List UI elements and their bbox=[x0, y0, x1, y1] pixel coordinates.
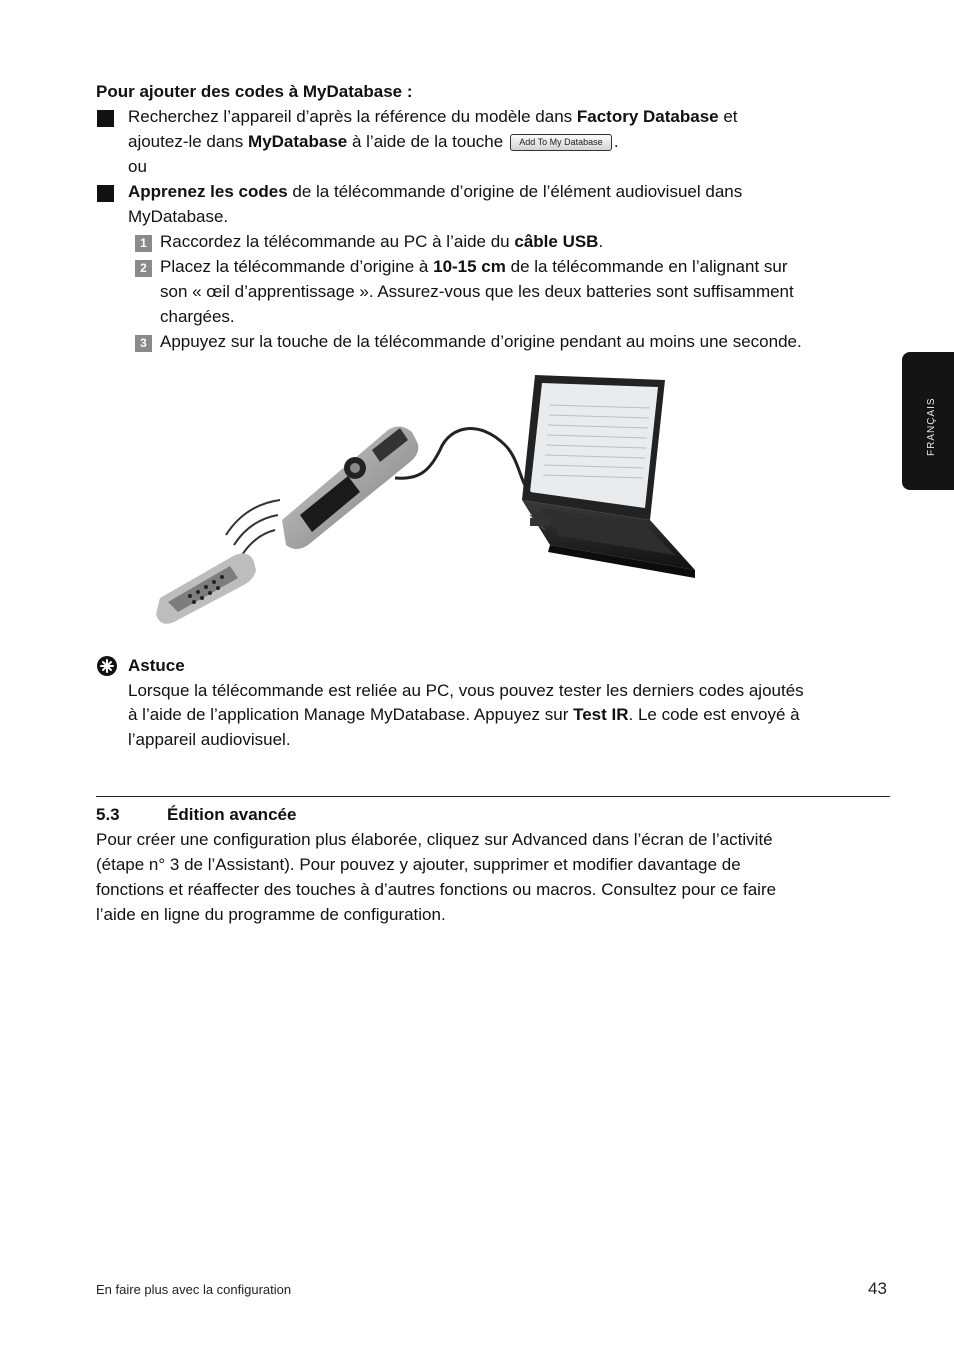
add-to-mydatabase-button-image: Add To My Database bbox=[510, 134, 612, 151]
step2-line2: son « œil d’apprentissage ». Assurez-vous que les deux batteries sont suffisamment bbox=[160, 282, 794, 301]
universal-remote-illustration bbox=[282, 426, 418, 549]
step-number-badge: 1 bbox=[135, 235, 152, 252]
tip-icon bbox=[96, 655, 118, 677]
section-body-line: (étape n° 3 de l’Assistant). Pour pouvez y ajouter, supprimer et modifier davantage de bbox=[96, 855, 741, 874]
step2-line1: Placez la télécommande d’origine à 10-15 cm de la télécommande en l’alignant sur bbox=[160, 257, 788, 276]
learning-illustration bbox=[150, 350, 710, 630]
original-remote-illustration bbox=[156, 554, 256, 624]
section-title: Édition avancée bbox=[167, 805, 297, 824]
bullet1-line2: ajoutez-le dans MyDatabase à l’aide de la touche Add To My Database . bbox=[128, 132, 619, 151]
bullet-square bbox=[97, 110, 114, 127]
step3-text: Appuyez sur la touche de la télécommande d’origine pendant au moins une seconde. bbox=[160, 332, 802, 351]
bullet-square bbox=[97, 185, 114, 202]
language-side-tab bbox=[902, 352, 954, 490]
ir-waves bbox=[226, 500, 280, 555]
language-label: FRANÇAIS bbox=[926, 397, 937, 456]
tip-line1: Lorsque la télécommande est reliée au PC, vous pouvez tester les derniers codes ajoutés bbox=[128, 681, 804, 700]
tip-line3: l’appareil audiovisuel. bbox=[128, 730, 291, 749]
section-body-line: Pour créer une configuration plus élaborée, cliquez sur Advanced dans l’écran de l’activité bbox=[96, 830, 773, 849]
tip-line2: à l’aide de l’application Manage MyDatabase. Appuyez sur Test IR. Le code est envoyé à bbox=[128, 705, 800, 724]
bullet2-line1: Apprenez les codes de la télécommande d’origine de l’élément audiovisuel dans bbox=[128, 182, 743, 201]
section-heading: Pour ajouter des codes à MyDatabase : bbox=[96, 82, 413, 101]
section-body-line: l’aide en ligne du programme de configuration. bbox=[96, 905, 446, 924]
section-number: 5.3 bbox=[96, 805, 120, 824]
bullet1-line1: Recherchez l’appareil d’après la référence du modèle dans Factory Database et bbox=[128, 107, 738, 126]
page-number: 43 bbox=[868, 1279, 887, 1298]
step-number-badge: 2 bbox=[135, 260, 152, 277]
section-divider bbox=[96, 796, 890, 797]
step2-line3: chargées. bbox=[160, 307, 235, 326]
or-text: ou bbox=[128, 157, 147, 176]
section-body-line: fonctions et réaffecter des touches à d’autres fonctions ou macros. Consultez pour ce faire bbox=[96, 880, 777, 899]
step-number-badge: 3 bbox=[135, 335, 152, 352]
tip-title: Astuce bbox=[128, 656, 185, 675]
step1-text: Raccordez la télécommande au PC à l’aide du câble USB. bbox=[160, 232, 604, 251]
laptop-illustration bbox=[522, 375, 695, 578]
footer-chapter: En faire plus avec la configuration bbox=[96, 1282, 292, 1297]
bullet2-line2: MyDatabase. bbox=[128, 207, 229, 226]
